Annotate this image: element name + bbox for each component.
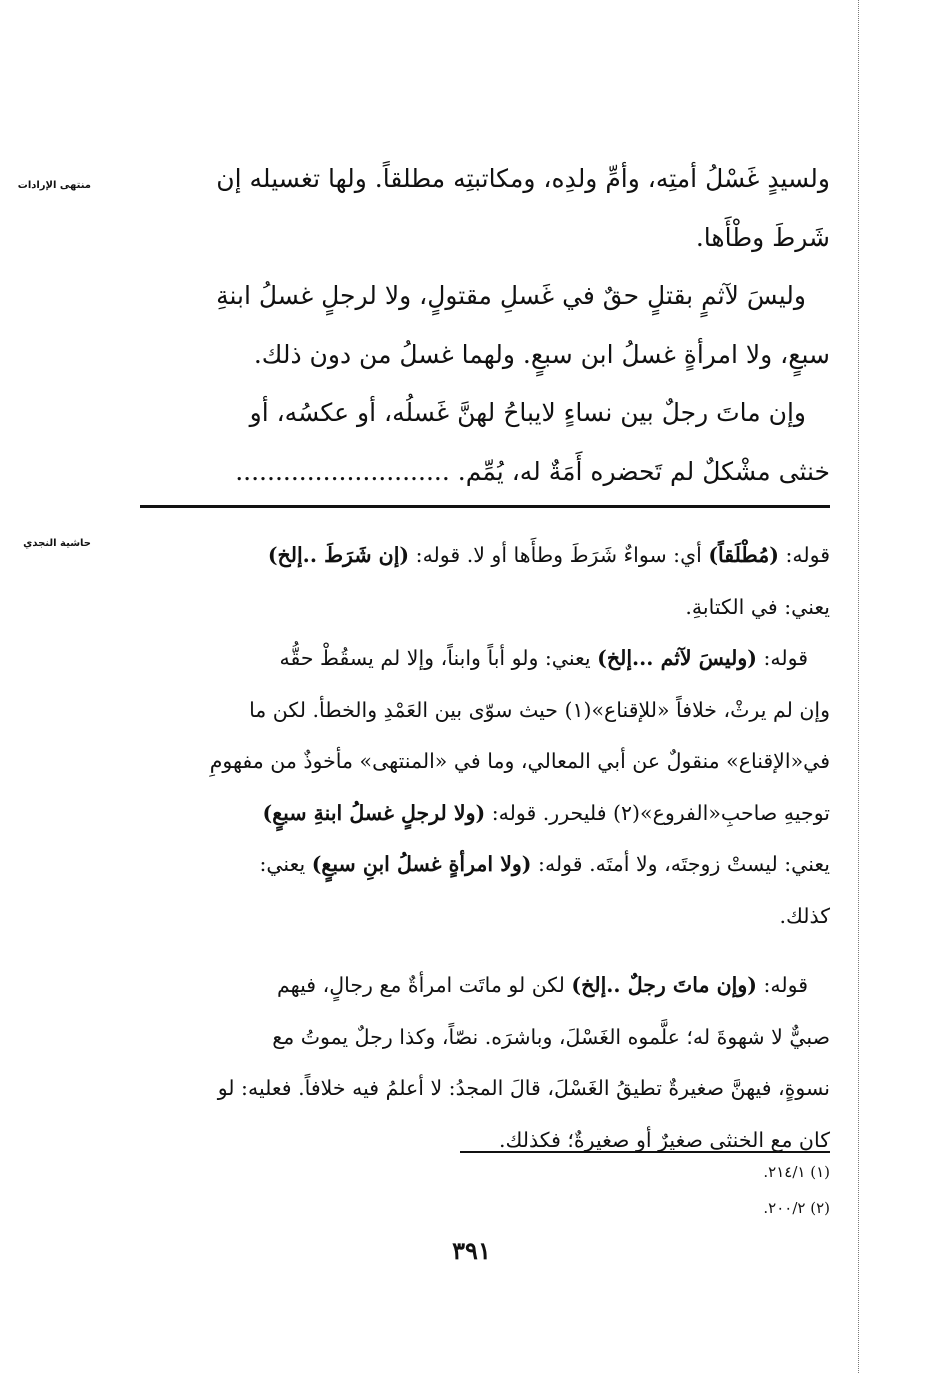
text: توجيهِ صاحبِ«الفروع»(٢) فليحرر. قوله:: [485, 800, 830, 825]
hashiya-line: يعني: في الكتابةِ.: [685, 594, 830, 619]
hashiya-line: كذلك.: [779, 903, 830, 928]
quote-bold: (ولا لرجلٍ غسلُ ابنةِ سبعٍ): [262, 800, 486, 825]
text: لكن لو ماتَت امرأةٌ مع رجالٍ، فيهم: [276, 973, 572, 997]
text: يعني:: [259, 852, 312, 876]
matn-line: شَرطَ وطْأَها.: [695, 222, 830, 252]
hashiya-line: نسوةٍ، فيهنَّ صغيرةٌ تطيقُ الغَسْلَ، قالَ المجدُ: لا أعلمُ فيه خلافاً. فعليه: لو: [217, 1076, 830, 1100]
quote-bold: (مُطْلَقاً): [708, 543, 779, 567]
hashiya-paragraph: [140, 530, 830, 582]
footnote: (٢) ٢٠٠/٢.: [763, 1199, 830, 1217]
quote-bold: (وإن ماتَ رجلٌ ..إلخ): [571, 973, 757, 997]
quote-bold: (ولا امرأةٍ غسلُ ابنِ سبعٍ): [311, 852, 532, 876]
text: قوله:: [756, 646, 808, 670]
matn-line: ولسيدٍ غَسْلُ أمتِه، وأمِّ ولدِه، ومكاتبتِه مطلقاً. ولها تغسيله إن: [216, 164, 830, 193]
binding-dotted-line: [858, 0, 859, 1373]
side-label-matn: منتهى الإرادات: [17, 180, 91, 191]
hashiya-line: وإن لم يرثْ، خلافاً «للإقناع»(١) حيث سوّى بين العَمْدِ والخطأ. لكن ما: [249, 697, 830, 722]
side-label-hashiya: حاشية النجدي: [23, 538, 91, 549]
section-divider: [140, 505, 830, 508]
text: يعني: ولو أباً وابناً، وإلا لم يسقُطْ حقُّه: [279, 646, 598, 670]
matn-line: وليسَ لآثمٍ بقتلٍ حقٌ في غَسلِ مقتولٍ، ولا لرجلٍ غسلُ ابنةِ: [216, 281, 806, 310]
text: قوله:: [778, 543, 830, 567]
footnotes: [140, 1154, 830, 1226]
hashiya-line: [140, 839, 830, 891]
footnote-divider: [460, 1151, 830, 1153]
hashiya-paragraph: [140, 633, 830, 685]
hashiya-text: [140, 530, 830, 1166]
hashiya-paragraph: [140, 960, 830, 1012]
text: يعني: ليستْ زوجتَه، ولا أمتَه. قوله:: [531, 852, 830, 876]
matn-line-last: [140, 443, 830, 502]
matn-dots: ...........................: [235, 456, 450, 486]
hashiya-line: صبيٌّ لا شهوةَ له؛ علَّموه الغَسْلَ، وباشرَه. نصّاً، وكذا رجلٌ يموتُ مع: [272, 1024, 830, 1049]
footnote: (١) ٢١٤/١.: [763, 1163, 830, 1181]
hashiya-line: كان مع الخنثى صغيرٌ أو صغيرةٌ؛ فكذلك.: [498, 1127, 830, 1152]
matn-line: خنثى مشْكلٌ لم تَحضره أَمَةٌ له، يُمِّم.: [457, 456, 830, 486]
quote-bold: (إن شَرَطَ ..إلخ): [267, 543, 410, 567]
hashiya-line: [140, 788, 830, 840]
matn-line: سبعٍ، ولا امرأةٍ غسلُ ابن سبعٍ. ولهما غسلُ من دون ذلك.: [253, 339, 830, 369]
matn-line: وإن ماتَ رجلٌ بين نساءٍ لايباحُ لهنَّ غَسلُه، أو عكسُه، أو: [249, 398, 806, 427]
page-number: ٣٩١: [452, 1236, 491, 1265]
hashiya-line: في«الإقناع» منقولٌ عن أبي المعالي، وما في «المنتهى» مأخوذٌ من مفهومِ: [209, 749, 830, 773]
quote-bold: (وليسَ لآثم ...إلخ): [597, 646, 757, 670]
text: أي: سواءٌ شَرَطَ وطأَها أو لا. قوله:: [409, 543, 709, 567]
matn-text: [140, 150, 830, 501]
text: قوله:: [756, 973, 808, 997]
